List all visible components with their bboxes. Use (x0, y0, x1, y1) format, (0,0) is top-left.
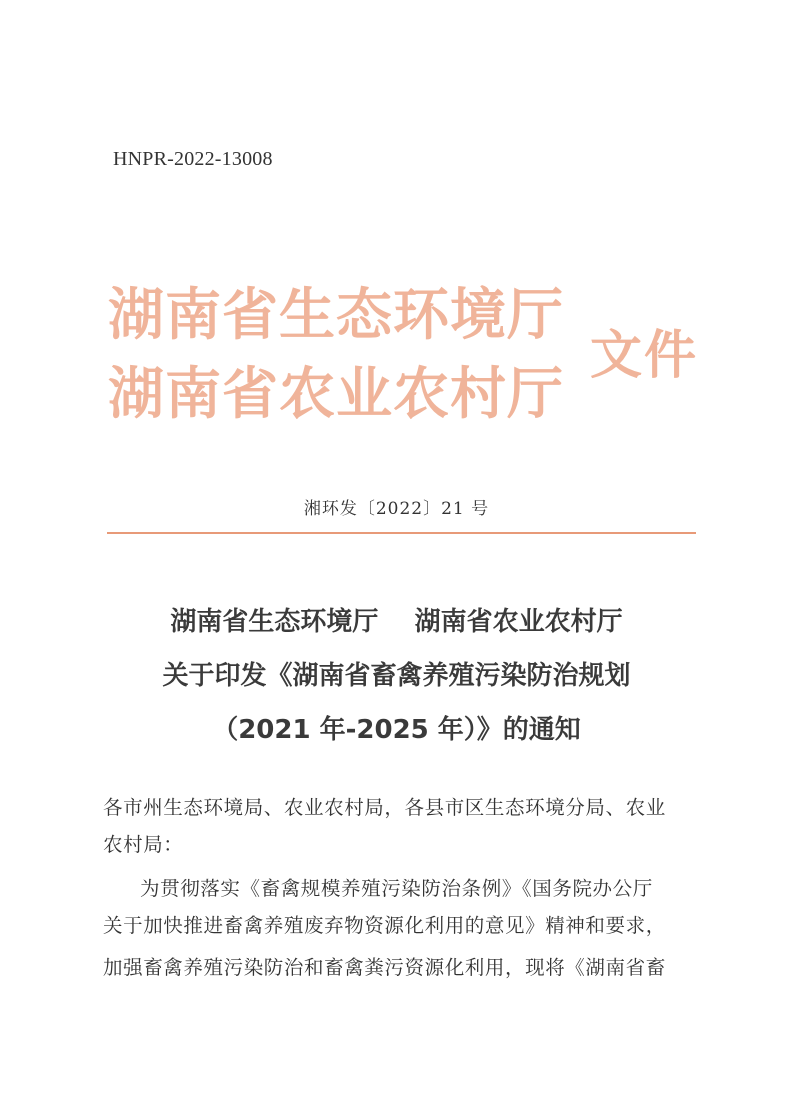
header-divider (107, 532, 696, 534)
body-line-2: 农村局： (103, 833, 184, 856)
header-suffix-document: 文件 (590, 326, 699, 386)
title-line-1: 湖南省生态环境厅 湖南省农业农村厅 (170, 607, 623, 637)
body-line-5: 加强畜禽养殖污染防治和畜禽粪污资源化利用，现将《湖南省畜 (103, 956, 666, 979)
title-line-2: 关于印发《湖南省畜禽养殖污染防治规划 (162, 661, 631, 691)
document-code: HNPR-2022-13008 (113, 148, 273, 170)
title-line-3: （2021 年-2025 年）》的通知 (212, 715, 581, 745)
issuing-org-agriculture: 湖南省农业农村厅 (108, 362, 564, 427)
body-line-4: 关于加快推进畜禽养殖废弃物资源化利用的意见》精神和要求， (103, 914, 666, 937)
issuing-org-environment: 湖南省生态环境厅 (108, 283, 564, 348)
body-line-3: 为贯彻落实《畜禽规模养殖污染防治条例》《国务院办公厅 (140, 877, 653, 900)
document-number: 湘环发〔2022〕21 号 (303, 499, 490, 519)
body-line-1: 各市州生态环境局、农业农村局，各县市区生态环境分局、农业 (103, 796, 666, 819)
